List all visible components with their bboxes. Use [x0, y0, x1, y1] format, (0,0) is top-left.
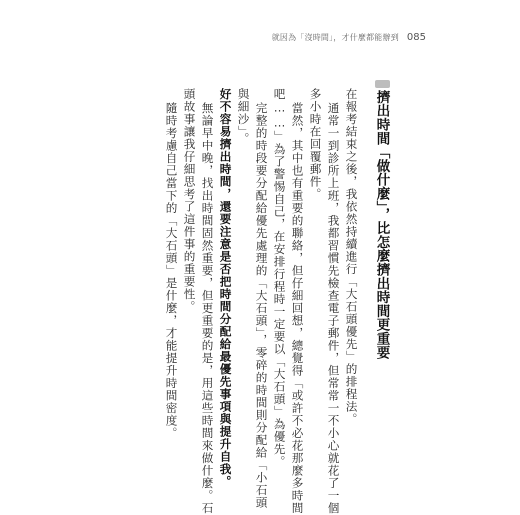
page-number: 085: [406, 31, 426, 43]
paragraph-line: 完整的時段要分配給優先處理的「大石頭」，零碎的時間則分配給「小石頭: [254, 102, 269, 509]
section-marker-icon: [375, 80, 390, 88]
paragraph-line: 無論早中晚，找出時間固然重要，但更重要的是，用這些時間來做什麼。石: [200, 102, 215, 515]
paragraph-line: 當然，其中也有重要的聯絡，但仔細回想，總覺得「或許不必花那麼多時間: [290, 102, 305, 515]
paragraph-line: 通常一到診所上班，我都習慣先檢查電子郵件，但常常一不小心就花了一個: [326, 102, 341, 515]
paragraph-line: 在報考結束之後，我依然持續進行「大石頭優先」的排程法。: [344, 88, 359, 426]
running-header: [226, 30, 426, 44]
paragraph-line: 與細沙」。: [236, 88, 251, 145]
paragraph-line: 隨時考慮自己當下的「大石頭」是什麼，才能提升時間密度。: [164, 102, 179, 440]
paragraph-line: 吧……」為了警惕自己，在安排行程時一定要以「大石頭」為優先。: [272, 88, 287, 468]
section-heading: 擠出時間「做什麼」，比怎麼擠出時間更重要: [373, 90, 390, 360]
paragraph-line: 多小時在回覆郵件。: [308, 88, 323, 201]
paragraph-line-emphasis: 好不容易擠出時間，還要注意是否把時間分配給最優先事項與提升自我。: [218, 88, 233, 488]
running-header-title: 就因為「沒時間」，才什麼都能辦到: [271, 32, 399, 42]
paragraph-line: 頭故事讓我仔細思考了這件事的重要性。: [182, 88, 197, 313]
